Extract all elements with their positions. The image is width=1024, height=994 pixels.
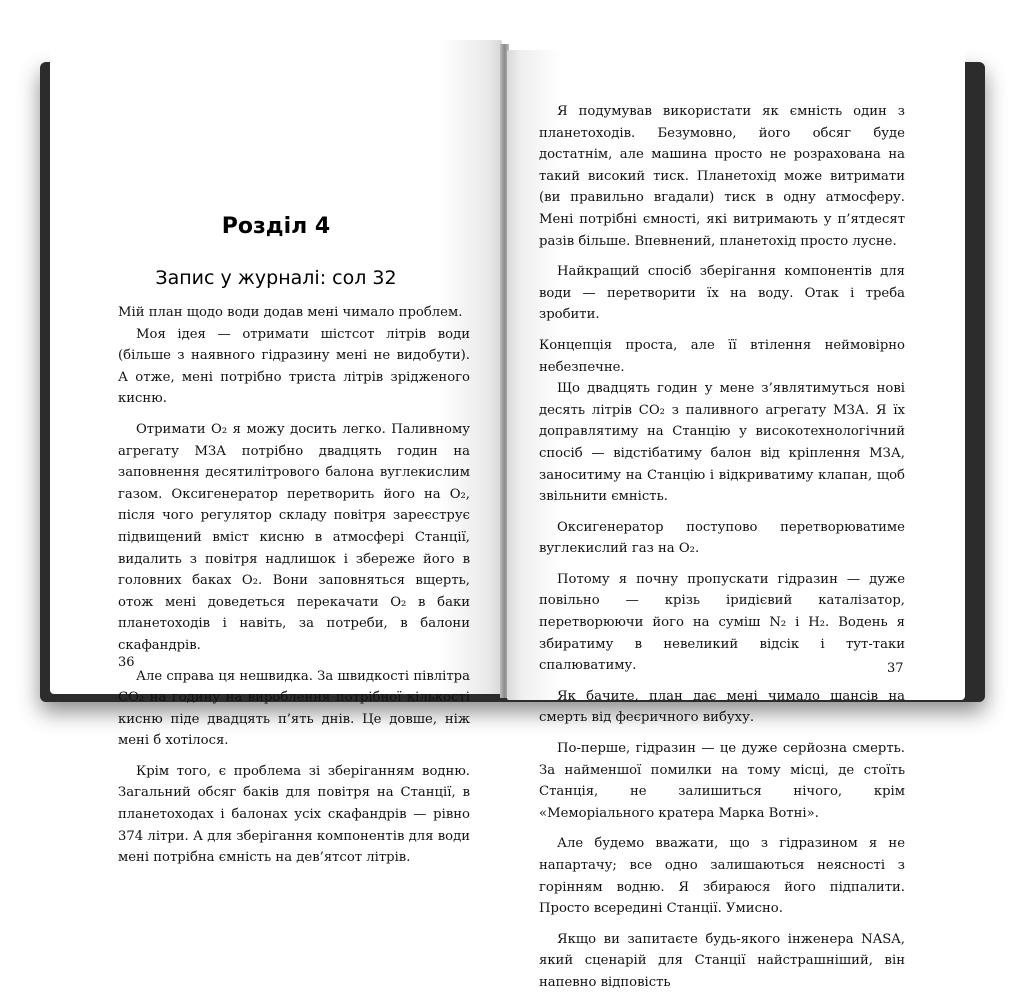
paragraph: Я подумував використати як ємність один з планетоходів. Безумовно, його обсяг буде достатнім, але машина просто не розрахована на такий високий тиск. Планетохід може витримати (ви правильно вгадали) тиск в одну атмосферу. Мені потрібні ємності, які витримають у п’ятдесят разів більше. Впевнений, планетохід просто лусне. bbox=[539, 104, 905, 249]
chapter-title: Розділ 4 bbox=[221, 214, 331, 239]
paragraph: Але справа ця нешвидка. За швидкості півлітра CO₂ на годину на вироблення потрібної кількості кисню піде двадцять п’ять днів. Це довше, ніж мені б хотілося. bbox=[118, 668, 470, 749]
paragraph: Моя ідея — отримати шістсот літрів води (більше з наявного гідразину мені не видобути). А отже, мені потрібно триста літрів зрідженого кисню. bbox=[118, 326, 470, 407]
paragraph: Але будемо вважати, що з гідразином я не напартачу; все одно залишаються неясності з горінням водню. Я збираюся його підпалити. Просто всередині Станції. Умисно. bbox=[539, 836, 905, 917]
paragraph: Якщо ви запитаєте будь-якого інженера NASA, який сценарій для Станції найстрашніший, він напевно відповість bbox=[539, 931, 905, 990]
paragraph: Концепція проста, але її втілення неймовірно небезпечне. bbox=[539, 337, 905, 375]
paragraph: Потому я почну пропускати гідразин — дуже повільно — крізь іридієвий каталізатор, перетворюючи його на суміш N₂ і H₂. Водень я збиратиму в невеликий відсік і тут-таки спалюватиму. bbox=[539, 571, 905, 674]
paragraph: По-перше, гідразин — це дуже серйозна смерть. За найменшої помилки на тому місці, де стоїть Станція, не залишиться нічого, крім «Меморіального кратера Марка Вотні». bbox=[539, 741, 905, 821]
paragraph: Найкращий спосіб зберігання компонентів для води — перетворити їх на воду. Отак і треба зробити. bbox=[539, 264, 905, 323]
page-number: 36 bbox=[118, 655, 135, 670]
right-page bbox=[507, 50, 965, 990]
paragraph: Що двадцять годин у мене з’являтимуться нові десять літрів CO₂ з паливного агрегату МЗА. Я їх доправлятиму на Станцію у високотехнологічний спосіб — відстібатиму балон від кріплення МЗА, заноситиму на Станцію і відкриватиму клапан, щоб звільнити ємність. bbox=[539, 381, 905, 505]
paragraph: Як бачите, план дає мені чимало шансів на смерть від феєричного вибуху. bbox=[539, 688, 905, 726]
paragraph: Мій план щодо води додав мені чимало проблем. bbox=[118, 305, 463, 320]
right-page-text bbox=[539, 101, 905, 994]
entry-title: Запис у журналі: сол 32 bbox=[155, 267, 397, 289]
paragraph: Оксигенератор поступово перетворюватиме вуглекислий газ на O₂. bbox=[539, 519, 905, 557]
left-page-text bbox=[118, 302, 470, 869]
paragraph: Крім того, є проблема зі зберіганням водню. Загальний обсяг баків для повітря на Станції, в планетоходах і балонах усіх скафандрів — рівно 374 літри. А для зберігання компонентів для води мені потрібна ємність на дев’ятсот літрів. bbox=[118, 763, 470, 866]
paragraph: Отримати O₂ я можу досить легко. Паливному агрегату МЗА потрібно двадцять годин на заповнення десятилітрового балона вуглекислим газом. Оксигенератор перетворить його на O₂, після чого регулятор складу повітря зареєструє підвищений вміст кисню в атмосфері Станції, видалить з повітря надлишок і збереже його в головних баках O₂. Вони заповняться вщерть, отож мені доведеться перекачати O₂ в баки планетоходів і навіть, за потреби, в балони скафандрів. bbox=[118, 421, 470, 653]
left-page bbox=[50, 40, 502, 866]
page-number: 37 bbox=[887, 661, 904, 676]
